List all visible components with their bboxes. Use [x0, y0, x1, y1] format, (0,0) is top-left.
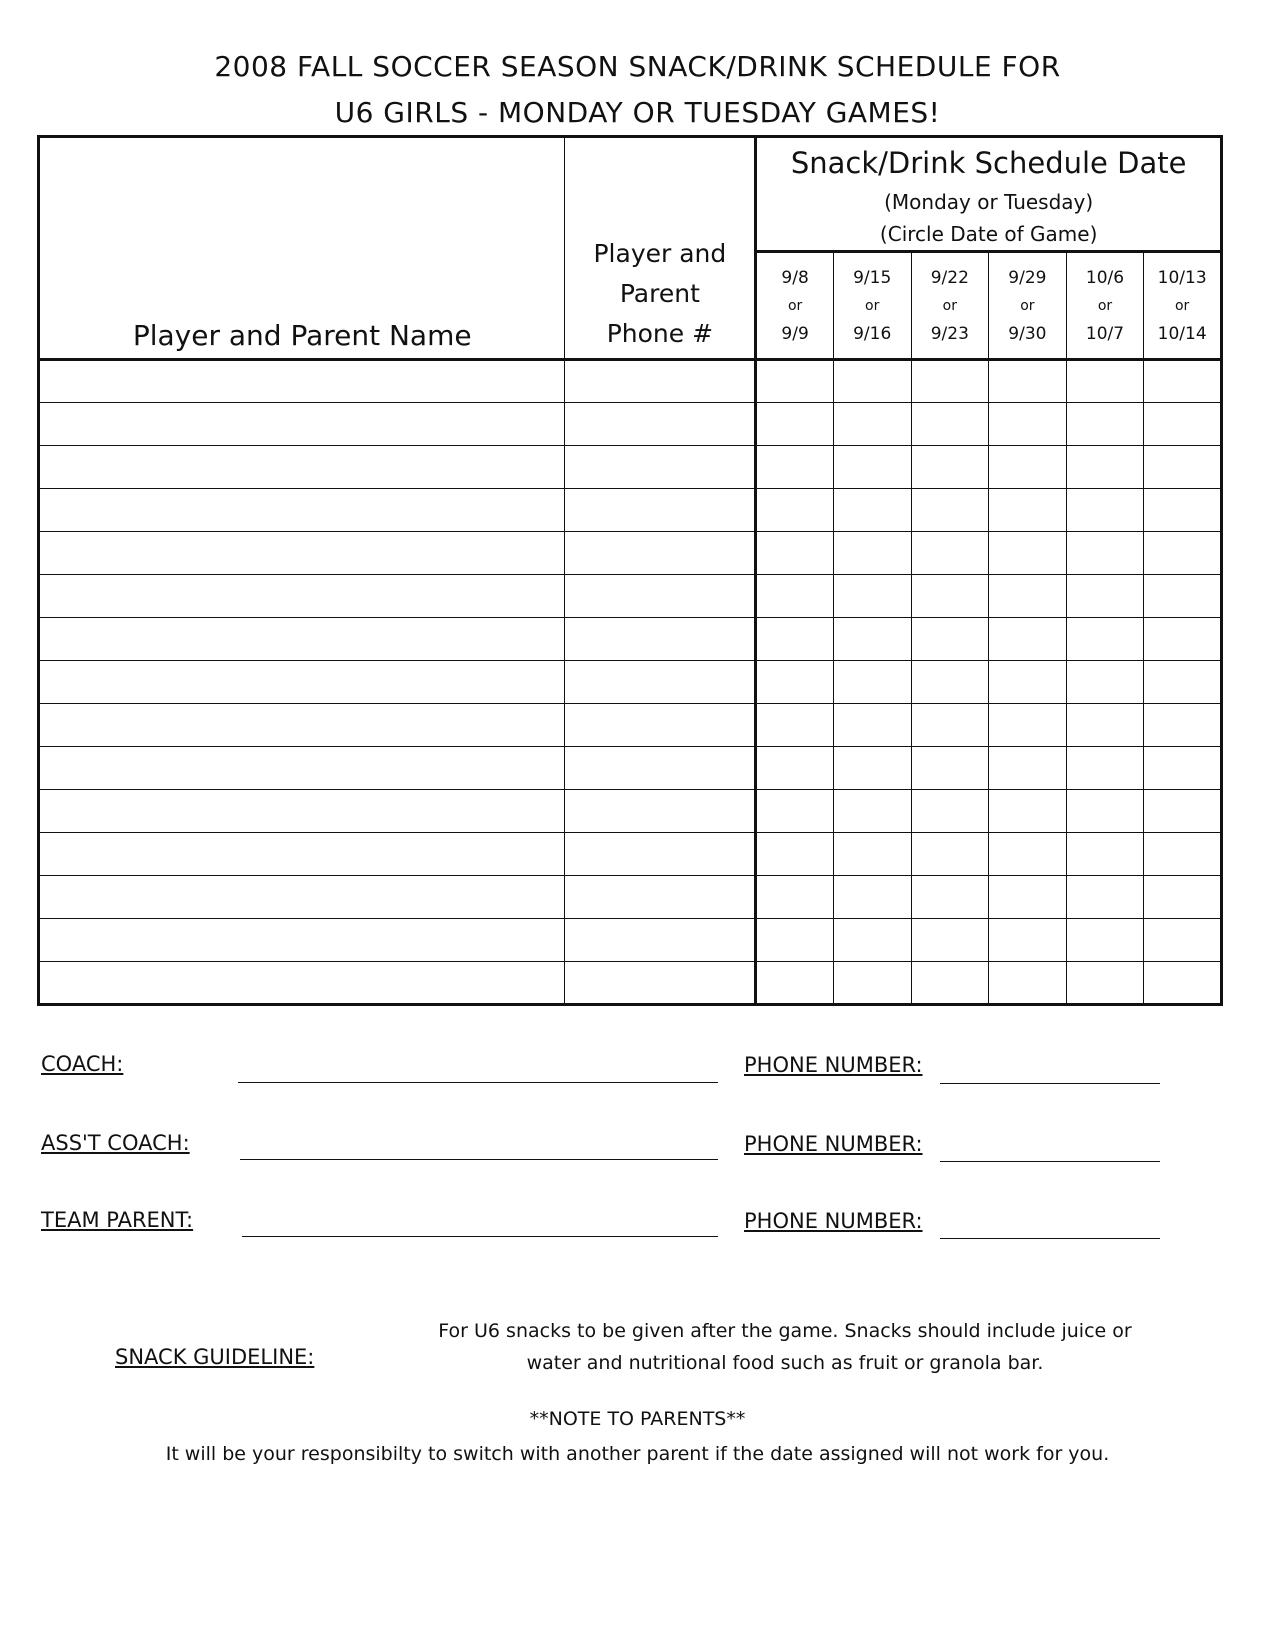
schedule-date-cell[interactable] [911, 360, 989, 403]
snack-guideline-text: For U6 snacks to be given after the game. Snacks should include juice or water and nutritional food such as fruit or granola bar. [438, 1320, 1132, 1374]
schedule-date-cell[interactable] [1066, 919, 1144, 962]
schedule-date-cell[interactable] [833, 747, 911, 790]
or-text: or [1020, 297, 1035, 314]
schedule-date-cell[interactable] [833, 790, 911, 833]
table-row [39, 747, 1222, 790]
page-title-line-2: U6 GIRLS - MONDAY OR TUESDAY GAMES! [334, 96, 941, 129]
schedule-date-cell[interactable] [911, 575, 989, 618]
team-parent-phone-label: PHONE NUMBER: [744, 1209, 923, 1233]
or-text: or [865, 297, 880, 314]
schedule-date-cell[interactable] [989, 403, 1067, 446]
table-row [39, 446, 1222, 489]
schedule-date-cell[interactable] [1066, 446, 1144, 489]
player-parent-name-cell[interactable] [39, 618, 565, 661]
player-parent-name-cell[interactable] [39, 833, 565, 876]
player-parent-name-cell[interactable] [39, 661, 565, 704]
tuesday-date: 9/23 [930, 323, 969, 344]
schedule-date-cell[interactable] [911, 704, 989, 747]
schedule-date-cell[interactable] [756, 360, 834, 403]
coach-label: COACH: [41, 1052, 124, 1076]
schedule-date-cell[interactable] [756, 747, 834, 790]
date-header-2[interactable] [911, 252, 989, 360]
schedule-date-cell[interactable] [911, 532, 989, 575]
monday-date: 9/8 [781, 267, 809, 288]
schedule-date-cell[interactable] [833, 489, 911, 532]
asst-coach-label: ASS'T COACH: [41, 1131, 190, 1155]
schedule-date-cell[interactable] [756, 575, 834, 618]
tuesday-date: 9/30 [1008, 323, 1047, 344]
table-row [39, 532, 1222, 575]
schedule-date-cell[interactable] [911, 790, 989, 833]
schedule-date-cell[interactable] [1144, 489, 1222, 532]
phone-cell[interactable] [565, 747, 756, 790]
schedule-date-cell[interactable] [1144, 876, 1222, 919]
schedule-date-cell[interactable] [1066, 962, 1144, 1005]
phone-cell[interactable] [565, 618, 756, 661]
schedule-date-cell[interactable] [989, 661, 1067, 704]
schedule-date-cell[interactable] [1144, 403, 1222, 446]
schedule-date-cell[interactable] [911, 919, 989, 962]
schedule-date-cell[interactable] [989, 446, 1067, 489]
schedule-date-cell[interactable] [911, 618, 989, 661]
player-parent-name-cell[interactable] [39, 962, 565, 1005]
schedule-date-cell[interactable] [1144, 446, 1222, 489]
team-parent-name-line[interactable] [242, 1236, 718, 1237]
schedule-date-cell[interactable] [1066, 704, 1144, 747]
note-heading: **NOTE TO PARENTS** [529, 1408, 746, 1430]
phone-cell[interactable] [565, 962, 756, 1005]
schedule-date-cell[interactable] [756, 532, 834, 575]
monday-date: 10/13 [1157, 267, 1207, 288]
schedule-date-cell[interactable] [989, 962, 1067, 1005]
schedule-date-cell[interactable] [833, 618, 911, 661]
schedule-date-cell[interactable] [989, 747, 1067, 790]
schedule-date-cell[interactable] [1066, 661, 1144, 704]
schedule-date-cell[interactable] [911, 962, 989, 1005]
date-header-5[interactable] [1144, 252, 1222, 360]
player-parent-name-cell[interactable] [39, 790, 565, 833]
schedule-date-cell[interactable] [833, 532, 911, 575]
schedule-date-cell[interactable] [1144, 747, 1222, 790]
schedule-date-cell[interactable] [1066, 790, 1144, 833]
table-row [39, 876, 1222, 919]
schedule-date-cell[interactable] [989, 919, 1067, 962]
schedule-date-cell[interactable] [911, 446, 989, 489]
schedule-date-cell[interactable] [1066, 876, 1144, 919]
schedule-date-cell[interactable] [989, 489, 1067, 532]
schedule-date-header: Snack/Drink Schedule Date (Monday or Tuesday) (Circle Date of Game) [756, 137, 1222, 252]
or-text: or [787, 297, 803, 314]
monday-date: 10/6 [1085, 267, 1125, 288]
schedule-date-cell[interactable] [756, 704, 834, 747]
or-text: or [942, 297, 957, 314]
coach-phone-line[interactable] [940, 1083, 1160, 1084]
schedule-date-cell[interactable] [756, 661, 834, 704]
player-parent-name-cell[interactable] [39, 403, 565, 446]
schedule-date-cell[interactable] [756, 403, 834, 446]
phone-cell[interactable] [565, 403, 756, 446]
phone-header: Player and Parent Phone # [565, 137, 756, 360]
tuesday-date: 9/16 [853, 323, 892, 344]
schedule-date-cell[interactable] [756, 876, 834, 919]
schedule-date-cell[interactable] [1066, 833, 1144, 876]
schedule-date-cell[interactable] [833, 446, 911, 489]
team-parent-phone-line[interactable] [940, 1238, 1160, 1239]
schedule-date-cell[interactable] [756, 919, 834, 962]
schedule-date-cell[interactable] [1144, 919, 1222, 962]
tuesday-date: 10/7 [1085, 323, 1125, 344]
player-parent-name-cell[interactable] [39, 747, 565, 790]
date-header-1[interactable] [833, 252, 911, 360]
asst-coach-phone-line[interactable] [940, 1161, 1160, 1162]
schedule-date-cell[interactable] [1066, 360, 1144, 403]
schedule-date-cell[interactable] [989, 833, 1067, 876]
schedule-date-cell[interactable] [756, 618, 834, 661]
snack-schedule-table [37, 135, 1223, 1006]
schedule-date-cell[interactable] [911, 489, 989, 532]
table-row [39, 790, 1222, 833]
schedule-date-cell[interactable] [989, 876, 1067, 919]
asst-coach-name-line[interactable] [240, 1159, 718, 1160]
date-header-3[interactable] [989, 252, 1067, 360]
or-text: or [1174, 297, 1190, 314]
schedule-date-cell[interactable] [1144, 833, 1222, 876]
schedule-date-cell[interactable] [911, 833, 989, 876]
schedule-date-cell[interactable] [833, 575, 911, 618]
coach-phone-label: PHONE NUMBER: [744, 1053, 923, 1077]
player-parent-name-cell[interactable] [39, 446, 565, 489]
schedule-date-cell[interactable] [1144, 704, 1222, 747]
player-parent-name-cell[interactable] [39, 704, 565, 747]
schedule-date-cell[interactable] [756, 962, 834, 1005]
schedule-date-cell[interactable] [911, 876, 989, 919]
player-parent-name-cell[interactable] [39, 360, 565, 403]
player-parent-name-cell[interactable] [39, 876, 565, 919]
phone-cell[interactable] [565, 876, 756, 919]
schedule-date-cell[interactable] [756, 790, 834, 833]
player-parent-name-cell[interactable] [39, 489, 565, 532]
schedule-date-cell[interactable] [1144, 790, 1222, 833]
phone-cell[interactable] [565, 661, 756, 704]
schedule-date-cell[interactable] [1066, 618, 1144, 661]
table-row [39, 833, 1222, 876]
schedule-date-cell[interactable] [1066, 403, 1144, 446]
schedule-date-cell[interactable] [756, 489, 834, 532]
table-row [39, 661, 1222, 704]
schedule-date-cell[interactable] [833, 360, 911, 403]
schedule-date-cell[interactable] [989, 618, 1067, 661]
table-row [39, 403, 1222, 446]
snack-guideline-label: SNACK GUIDELINE: [115, 1345, 315, 1369]
schedule-date-cell[interactable] [989, 575, 1067, 618]
phone-cell[interactable] [565, 446, 756, 489]
schedule-date-cell[interactable] [1144, 360, 1222, 403]
monday-date: 9/29 [1008, 267, 1047, 288]
asst-coach-phone-label: PHONE NUMBER: [744, 1132, 923, 1156]
schedule-date-cell[interactable] [911, 747, 989, 790]
schedule-date-cell[interactable] [756, 446, 834, 489]
schedule-date-cell[interactable] [989, 360, 1067, 403]
schedule-date-cell[interactable] [1066, 532, 1144, 575]
schedule-date-cell[interactable] [1144, 962, 1222, 1005]
schedule-date-cell[interactable] [1144, 532, 1222, 575]
schedule-date-cell[interactable] [989, 704, 1067, 747]
schedule-date-cell[interactable] [833, 704, 911, 747]
schedule-date-cell[interactable] [911, 661, 989, 704]
player-parent-name-cell[interactable] [39, 919, 565, 962]
phone-cell[interactable] [565, 360, 756, 403]
player-parent-name-header: Player and Parent Name [39, 137, 565, 360]
table-row [39, 360, 1222, 403]
schedule-date-cell[interactable] [756, 833, 834, 876]
schedule-date-cell[interactable] [833, 876, 911, 919]
schedule-date-cell[interactable] [833, 962, 911, 1005]
monday-date: 9/15 [853, 267, 892, 288]
tuesday-date: 9/9 [781, 323, 809, 344]
schedule-date-cell[interactable] [1066, 489, 1144, 532]
table-row [39, 618, 1222, 661]
schedule-date-cell[interactable] [1144, 575, 1222, 618]
schedule-date-cell[interactable] [833, 919, 911, 962]
phone-cell[interactable] [565, 790, 756, 833]
page-title-line-1: 2008 FALL SOCCER SEASON SNACK/DRINK SCHEDULE FOR [214, 50, 1061, 83]
schedule-date-cell[interactable] [989, 790, 1067, 833]
table-row [39, 962, 1222, 1005]
date-header-4[interactable] [1066, 252, 1144, 360]
table-row [39, 489, 1222, 532]
coach-name-line[interactable] [238, 1082, 718, 1083]
tuesday-date: 10/14 [1157, 323, 1207, 344]
schedule-date-cell[interactable] [1066, 747, 1144, 790]
phone-cell[interactable] [565, 704, 756, 747]
monday-date: 9/22 [930, 267, 969, 288]
table-row [39, 575, 1222, 618]
player-parent-name-cell[interactable] [39, 532, 565, 575]
phone-cell[interactable] [565, 833, 756, 876]
schedule-date-cell[interactable] [833, 833, 911, 876]
schedule-date-cell[interactable] [833, 661, 911, 704]
player-parent-name-cell[interactable] [39, 575, 565, 618]
phone-cell[interactable] [565, 532, 756, 575]
phone-cell[interactable] [565, 919, 756, 962]
schedule-date-cell[interactable] [989, 532, 1067, 575]
date-header-0[interactable] [756, 252, 834, 360]
note-body: It will be your responsibilty to switch with another parent if the date assigned will not work for you. [165, 1443, 1110, 1465]
table-row [39, 704, 1222, 747]
phone-cell[interactable] [565, 489, 756, 532]
schedule-date-cell[interactable] [911, 403, 989, 446]
schedule-date-cell[interactable] [1144, 661, 1222, 704]
schedule-date-cell[interactable] [1066, 575, 1144, 618]
table-row [39, 919, 1222, 962]
team-parent-label: TEAM PARENT: [41, 1208, 194, 1232]
schedule-date-cell[interactable] [1144, 618, 1222, 661]
phone-cell[interactable] [565, 575, 756, 618]
schedule-date-cell[interactable] [833, 403, 911, 446]
or-text: or [1097, 297, 1113, 314]
